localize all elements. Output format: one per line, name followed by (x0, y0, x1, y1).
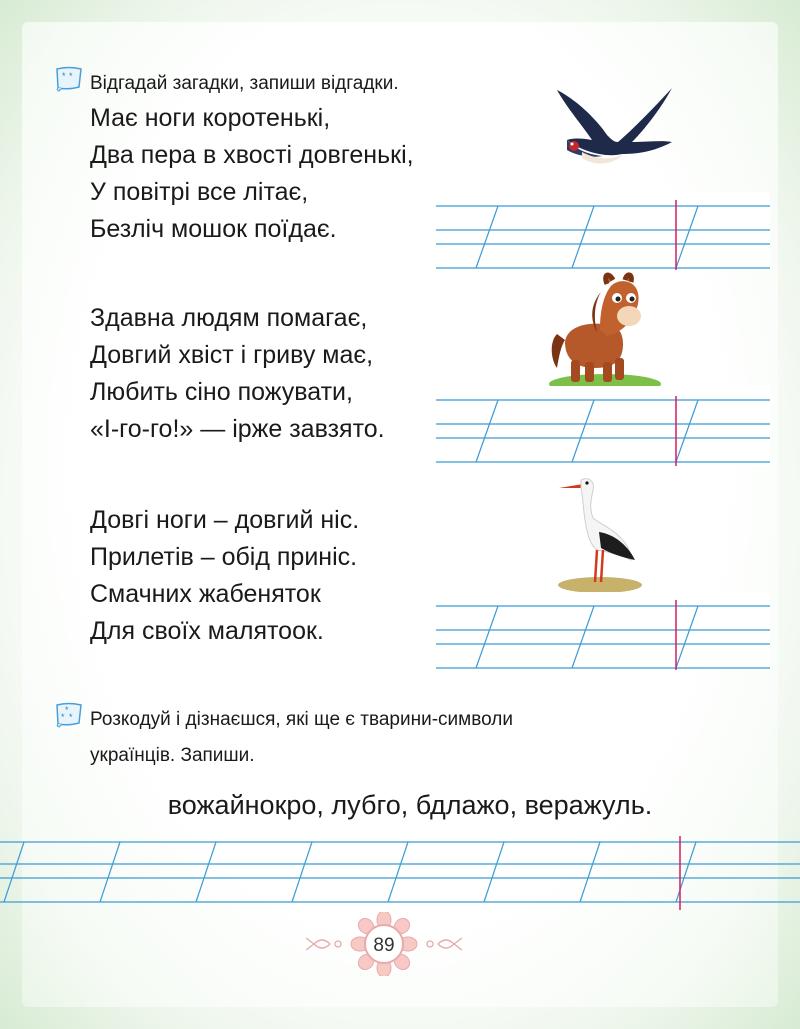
riddle-line: Має ноги коротенькі, (90, 104, 331, 132)
page-number: 89 (364, 924, 404, 964)
task1-instruction: Відгадай загадки, запиши відгадки. (90, 73, 399, 94)
writing-lines-1 (436, 192, 770, 270)
svg-text:*: * (65, 705, 69, 715)
task-star-icon (54, 702, 84, 728)
riddle-line: Безліч мошок поїдає. (90, 215, 337, 243)
riddle-line: Прилетів – обід приніс. (90, 543, 358, 571)
riddle-line: Смачних жабеняток (90, 580, 321, 608)
riddle-line: Два пера в хвості довгенькі, (90, 141, 414, 169)
riddle-line: Для своїх малятоок. (90, 617, 324, 645)
svg-text:*: * (61, 712, 65, 722)
riddle-line: Здавна людям помагає, (90, 304, 368, 332)
task2-instruction-line1: Розкодуй і дізнаєшся, які ще є тварини-символи (90, 709, 513, 730)
riddle-line: «І-го-го!» — ірже завзято. (90, 415, 385, 443)
riddle-1 (90, 100, 414, 248)
task-star-icon (54, 66, 84, 92)
riddle-3 (90, 502, 359, 650)
riddle-line: Довгий хвіст і гриву має, (90, 341, 374, 369)
riddle-line: У повітрі все літає, (90, 178, 309, 206)
svg-text:*: * (69, 71, 73, 81)
riddle-line: Довгі ноги – довгий ніс. (90, 506, 360, 534)
horse-picture (545, 272, 665, 397)
writing-lines-wide (0, 830, 800, 910)
svg-text:*: * (62, 71, 66, 81)
swallow-picture (552, 80, 677, 170)
encoded-words: вожайнокро, лубго, бдлажо, веражуль. (167, 790, 653, 820)
stork-picture (555, 470, 645, 595)
riddle-line: Любить сіно пожувати, (90, 378, 353, 406)
page-number-ornament (300, 912, 470, 976)
riddle-2 (90, 300, 385, 448)
task2-instruction-line2: українців. Запиши. (90, 745, 255, 766)
writing-lines-2 (436, 386, 770, 466)
svg-text:*: * (69, 712, 73, 722)
writing-lines-3 (436, 592, 770, 670)
